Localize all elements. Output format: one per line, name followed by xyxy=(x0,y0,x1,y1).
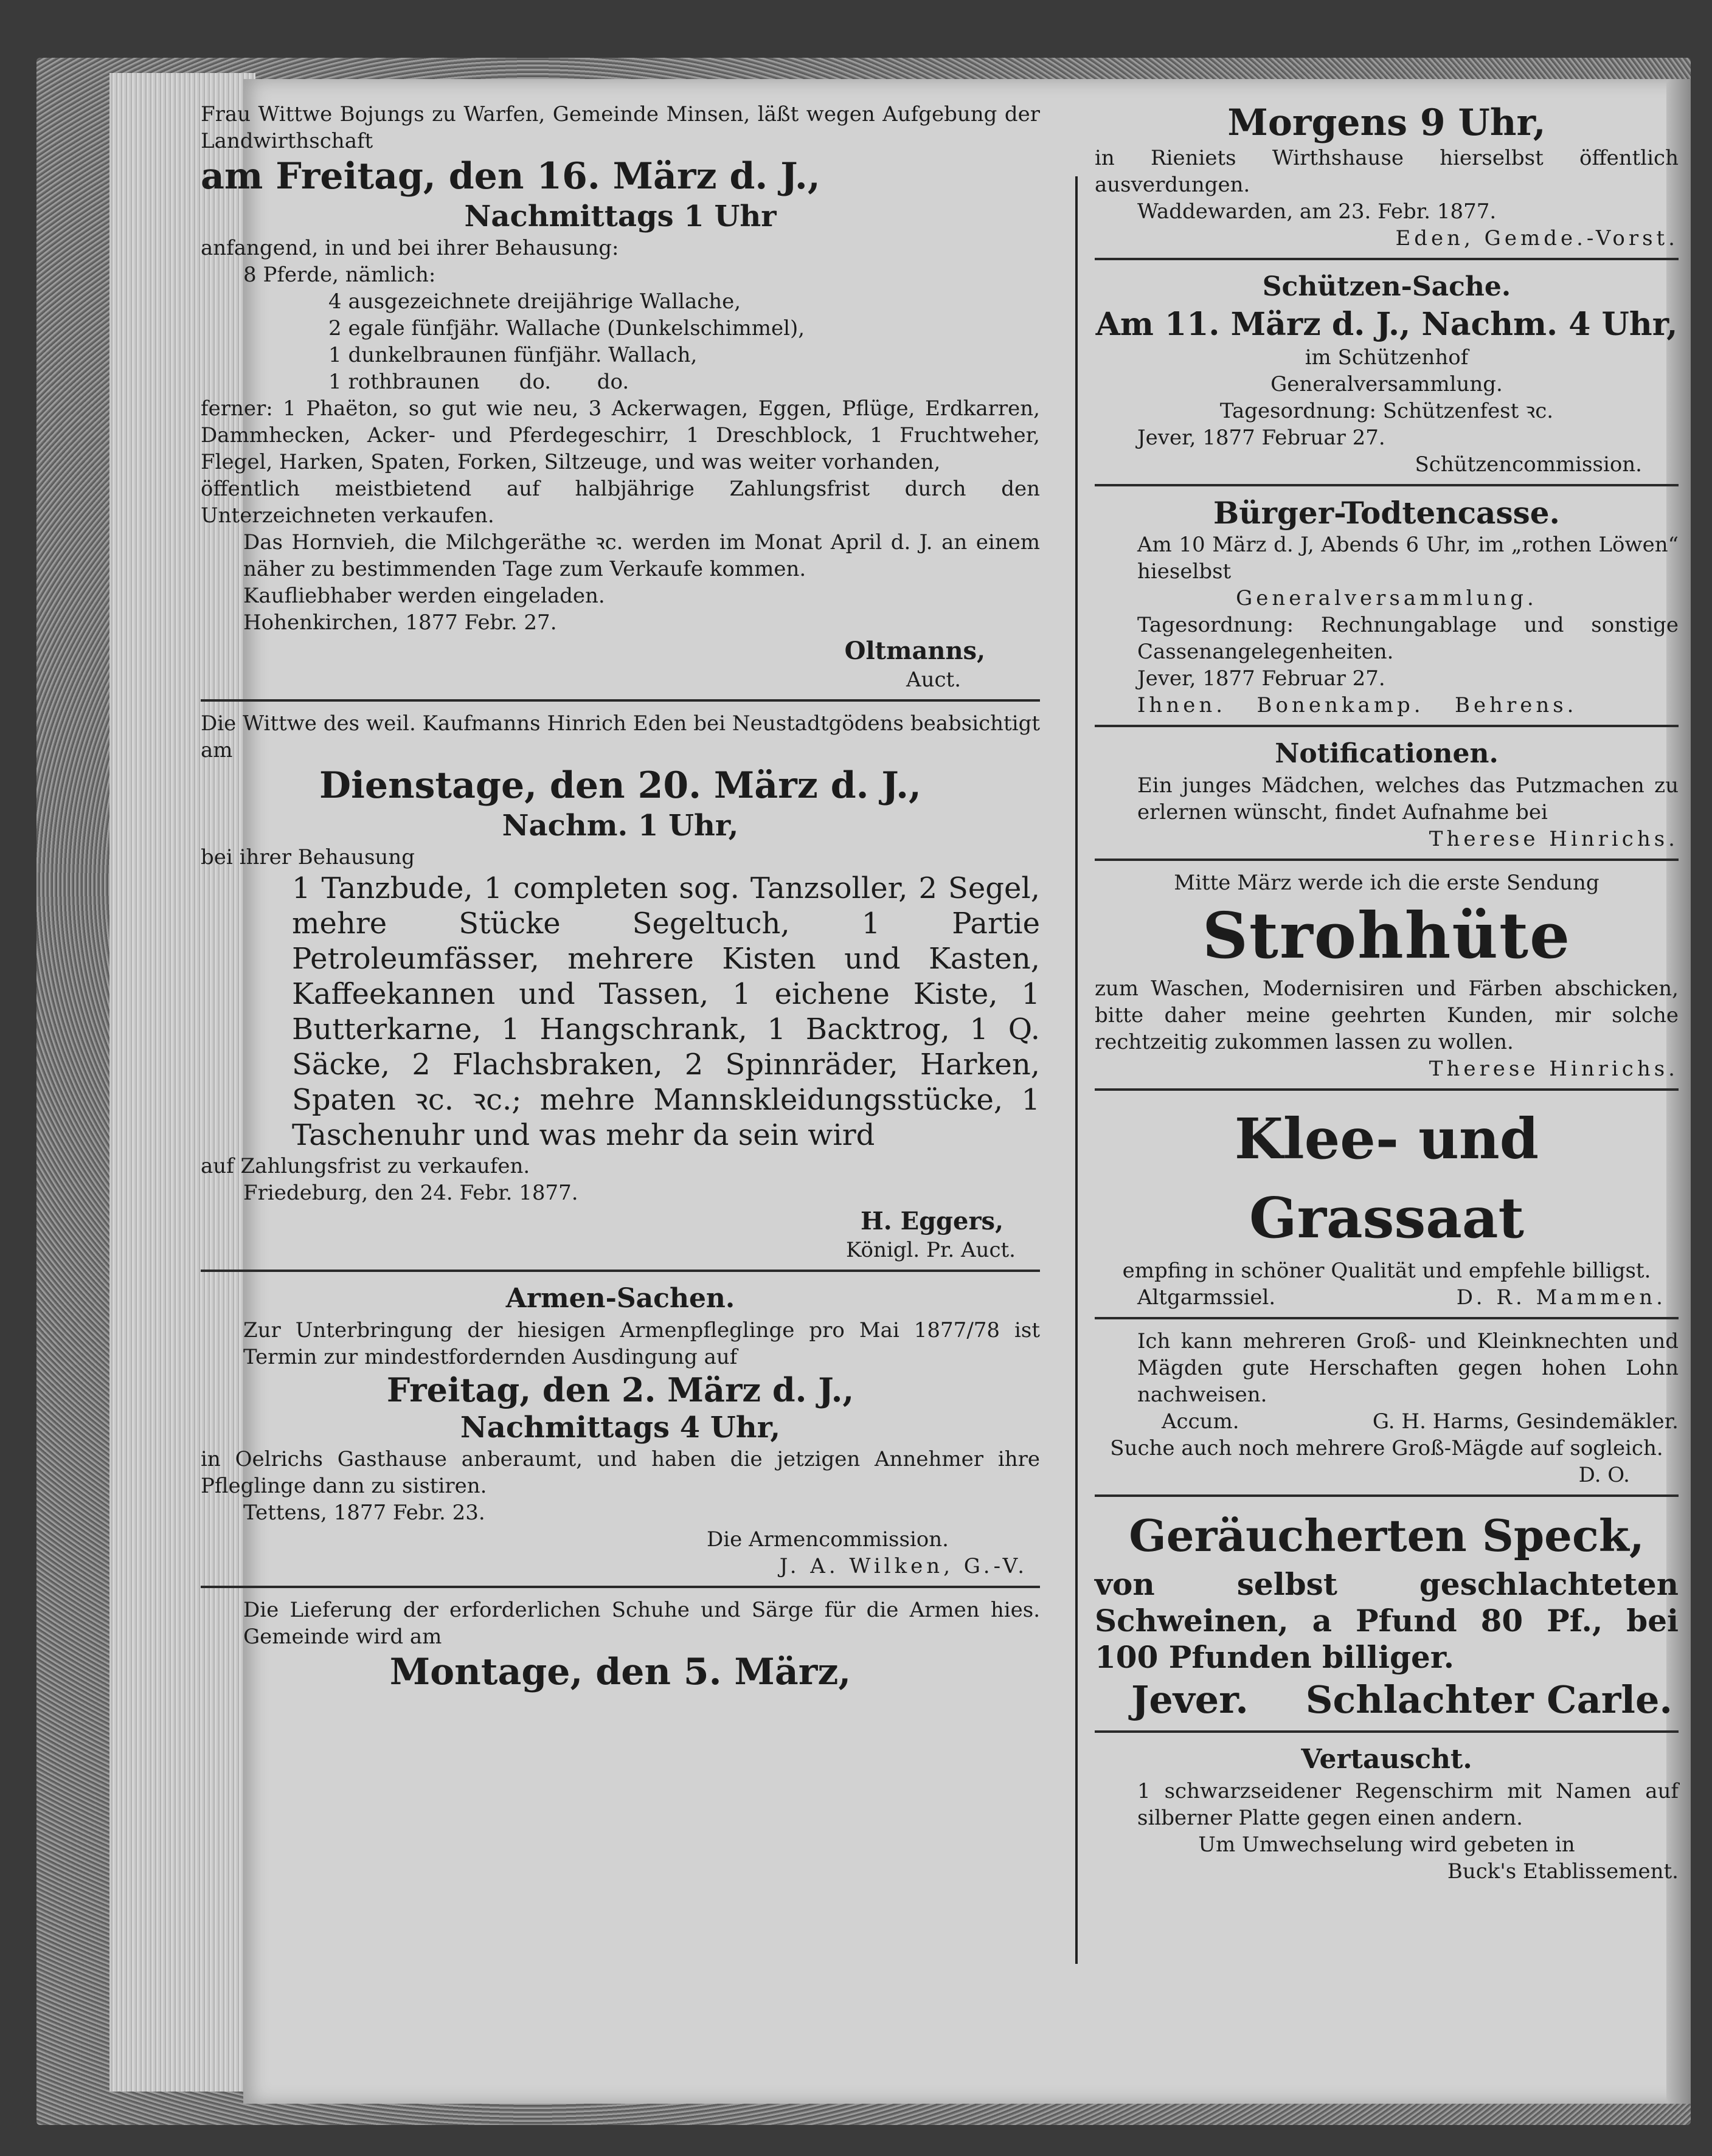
ad-event: Generalversammlung. xyxy=(1270,372,1503,396)
signer-name: Eden, Gemde.-Vorst. xyxy=(1395,226,1679,250)
sale-terms: auf Zahlungsfrist zu verkaufen. xyxy=(201,1154,530,1178)
strohhuete-ad xyxy=(1095,866,1679,1091)
vertauscht-ad xyxy=(1095,1738,1679,1891)
ad-time: Nachm. 1 Uhr, xyxy=(502,809,739,843)
ad-text: zum Waschen, Modernisiren und Färben abschicken, bitte daher meine geehrten Kunden, mir solche rechtzeitig zukommen lassen zu wollen. xyxy=(1095,976,1679,1054)
ad-text: Ich kann mehreren Groß- und Kleinknechten und Mägden gute Herschaften gegen hohen Lohn nachweisen. xyxy=(1137,1329,1679,1407)
ad-title: Armen-Sachen. xyxy=(505,1283,735,1314)
invite-note: Kaufliebhaber werden eingeladen. xyxy=(243,584,605,608)
ad-place: Altgarmssiel. xyxy=(1137,1285,1276,1310)
ad-text: 1 schwarzseidener Regenschirm mit Namen auf silberner Platte gegen einen andern. xyxy=(1137,1779,1679,1830)
ad-date: Freitag, den 2. März d. J., xyxy=(386,1370,854,1409)
ad-intro: Frau Wittwe Bojungs zu Warfen, Gemeinde Minsen, läßt wegen Aufgebung der Landwirthschaft xyxy=(201,102,1040,153)
schuetzen-sache-ad xyxy=(1095,265,1679,486)
ad-text: Ein junges Mädchen, welches das Putzmachen zu erlernen wünscht, findet Aufnahme bei xyxy=(1137,773,1679,824)
signer-name: H. Eggers, xyxy=(860,1207,1003,1235)
ad-place: in Oelrichs Gasthause anberaumt, und haben die jetzigen Annehmer ihre Pfleglinge dann zu sistiren. xyxy=(201,1447,1040,1498)
ad-footer xyxy=(1095,1284,1679,1311)
ad-time: Nachmittags 1 Uhr xyxy=(464,199,777,233)
more-items: ferner: 1 Phaëton, so gut wie neu, 3 Ackerwagen, Eggen, Pflüge, Erdkarren, Dammhecken, Acker- und Pferdegeschirr, 1 Dreschblock, 1 Fruchtweher, Flegel, Harken, Spaten, Forken, Siltzeuge, und was weiter vorhanden, xyxy=(201,396,1040,474)
horse-item: 1 rothbraunen do. do. xyxy=(328,370,629,394)
left-column xyxy=(201,97,1040,1705)
ad-place: Accum. xyxy=(1162,1409,1239,1434)
ad-date: Montage, den 5. März, xyxy=(389,1651,851,1693)
signer-name: Buck's Etablissement. xyxy=(1447,1859,1679,1884)
place-date: Hohenkirchen, 1877 Febr. 27. xyxy=(243,610,557,635)
item-list: 1 Tanzbude, 1 completen sog. Tanzsoller, 2 Segel, mehre Stücke Segeltuch, 1 Partie Petroleumfässer, mehrere Kisten und Kasten, Kaffeekannen und Tassen, 1 eichene Kiste, 1 Butterkarne, 1 Hangschrank, 1 Backtrog, 1 Q. Säcke, 2 Flachsbraken, 2 Spinnräder, Harken, Spaten ꝛc. ꝛc.; mehre Mannskleidungsstücke, 1 Taschenuhr und was mehr da sein wird xyxy=(292,871,1040,1152)
sale-terms: öffentlich meistbietend auf halbjährige Zahlungsfrist durch den Unterzeichneten verkaufen. xyxy=(201,477,1040,528)
ad-headline: Geräucherten Speck, xyxy=(1129,1510,1644,1561)
ad-text: in Rieniets Wirthshause hierselbst öffentlich ausverdungen. xyxy=(1095,146,1679,197)
ad-title: Schützen-Sache. xyxy=(1262,271,1511,302)
ad-place: Jever. xyxy=(1131,1677,1249,1722)
ad-headline: Klee- und Grassaat xyxy=(1234,1106,1539,1251)
place-date: Friedeburg, den 24. Febr. 1877. xyxy=(243,1181,578,1205)
ad-footer xyxy=(1095,1408,1679,1435)
signer-name: G. H. Harms, Gesindemäkler. xyxy=(1372,1409,1679,1434)
signer-name: Schützencommission. xyxy=(1415,452,1642,477)
ad-footer xyxy=(1095,1676,1679,1724)
ad-title: Bürger-Todtencasse. xyxy=(1213,495,1560,531)
place-date: Jever, 1877 Februar 27. xyxy=(1137,426,1385,450)
ad-time: Nachmittags 4 Uhr, xyxy=(460,1411,781,1445)
column-divider xyxy=(1075,176,1078,1964)
cattle-note: Das Hornvieh, die Milchgeräthe ꝛc. werden im Monat April d. J. an einem näher zu bestimmenden Tage zum Verkaufe kommen. xyxy=(243,530,1040,581)
ad-agenda: Tagesordnung: Schützenfest ꝛc. xyxy=(1219,399,1554,423)
place-date: Tettens, 1877 Febr. 23. xyxy=(243,1501,485,1525)
ad-text: von selbst geschlachteten Schweinen, a Pfund 80 Pf., bei 100 Pfunden billiger. xyxy=(1095,1566,1679,1675)
signer-name: Therese Hinrichs. xyxy=(1429,827,1679,851)
horse-item: 4 ausgezeichnete dreijährige Wallache, xyxy=(328,289,741,314)
ad-intro: Mitte März werde ich die erste Sendung xyxy=(1174,871,1599,895)
ad-event: Generalversammlung. xyxy=(1236,586,1537,610)
ad-title: Vertauscht. xyxy=(1301,1744,1472,1775)
horse-item: 1 dunkelbraunen fünfjähr. Wallach, xyxy=(328,343,698,367)
ad-text-2: Um Umwechselung wird gebeten in xyxy=(1198,1833,1575,1857)
ad-date: am Freitag, den 16. März d. J., xyxy=(201,155,820,198)
auction-ad-bojungs xyxy=(201,97,1040,702)
gesinde-ad xyxy=(1095,1324,1679,1497)
ad-place: anfangend, in und bei ihrer Behausung: xyxy=(201,236,619,260)
ad-time: Morgens 9 Uhr, xyxy=(1227,102,1546,144)
speck-ad xyxy=(1095,1502,1679,1733)
signer-title: Auct. xyxy=(906,668,961,692)
ad-text: Die Lieferung der erforderlichen Schuhe und Särge für die Armen hies. Gemeinde wird am xyxy=(243,1598,1040,1649)
klee-grassaat-ad xyxy=(1095,1096,1679,1319)
ad-date: Dienstage, den 20. März d. J., xyxy=(319,764,921,807)
signer-name-2: J. A. Wilken, G.-V. xyxy=(779,1554,1028,1578)
buerger-todtencasse-ad xyxy=(1095,491,1679,727)
signer-name: Oltmanns, xyxy=(844,637,985,665)
signer-name: Therese Hinrichs. xyxy=(1429,1057,1679,1081)
signer-name: D. R. Mammen. xyxy=(1456,1285,1666,1310)
signer-title: Königl. Pr. Auct. xyxy=(846,1238,1016,1262)
right-column xyxy=(1095,97,1679,1896)
ad-text-2: Suche auch noch mehrere Groß-Mägde auf sogleich. xyxy=(1110,1436,1663,1460)
ad-headline: Strohhüte xyxy=(1202,898,1572,973)
ad-initials: D. O. xyxy=(1578,1463,1630,1487)
ad-intro: Die Wittwe des weil. Kaufmanns Hinrich Eden bei Neustadtgödens beabsichtigt am xyxy=(201,711,1040,762)
ad-place: bei ihrer Behausung xyxy=(201,845,415,869)
horse-item: 2 egale fünfjähr. Wallache (Dunkelschimmel), xyxy=(328,316,805,340)
ad-title: Notificationen. xyxy=(1275,738,1499,769)
ad-text: empfing in schöner Qualität und empfehle billigst. xyxy=(1122,1259,1651,1283)
waddewarden-ad xyxy=(1095,97,1679,260)
ad-text: Zur Unterbringung der hiesigen Armenpfleglinge pro Mai 1877/78 ist Termin zur mindestfordernden Ausdingung auf xyxy=(243,1318,1040,1369)
signers: Ihnen. Bonenkamp. Behrens. xyxy=(1137,693,1578,717)
ad-date: Am 11. März d. J., Nachm. 4 Uhr, xyxy=(1095,306,1678,343)
place-date: Jever, 1877 Februar 27. xyxy=(1137,666,1385,691)
signer-name: Die Armencommission. xyxy=(707,1527,949,1552)
armen-sachen-ad xyxy=(201,1277,1040,1588)
signer-name: Schlachter Carle. xyxy=(1305,1677,1672,1722)
place-date: Waddewarden, am 23. Febr. 1877. xyxy=(1137,199,1497,224)
ad-text: Am 10 März d. J, Abends 6 Uhr, im „rothen Löwen“ hieselbst xyxy=(1137,533,1679,584)
lieferung-ad xyxy=(201,1593,1040,1700)
auction-ad-eden xyxy=(201,707,1040,1272)
notificationen-ad xyxy=(1095,732,1679,861)
horses-heading: 8 Pferde, nämlich: xyxy=(243,263,436,287)
ad-place: im Schützenhof xyxy=(1305,345,1469,370)
ad-agenda: Tagesordnung: Rechnungablage und sonstige Cassenangelegenheiten. xyxy=(1137,613,1679,664)
